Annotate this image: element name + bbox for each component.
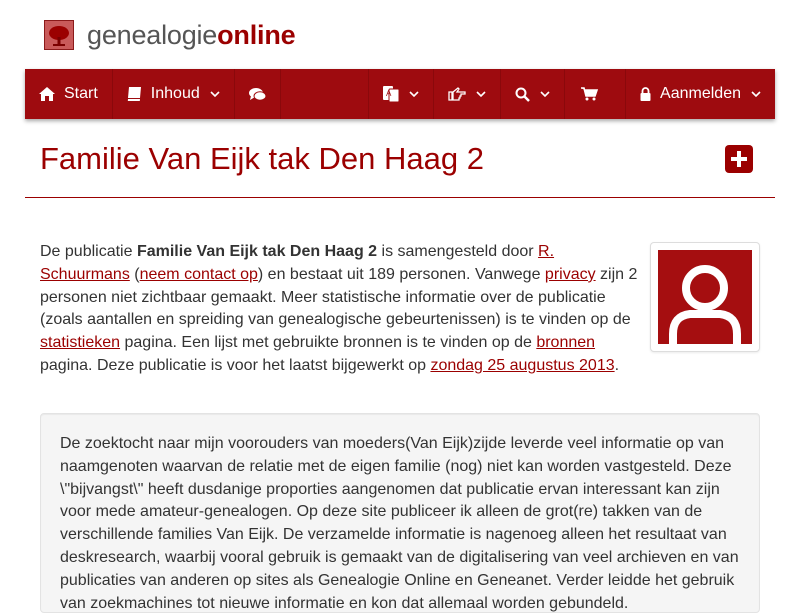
user-avatar-icon bbox=[658, 250, 752, 344]
translate-icon bbox=[383, 86, 399, 102]
brand-name bbox=[87, 20, 295, 51]
lock-icon bbox=[640, 87, 651, 101]
nav-search[interactable] bbox=[501, 69, 565, 119]
chevron-down-icon bbox=[540, 91, 550, 98]
plus-square-icon bbox=[730, 150, 748, 168]
nav-forum[interactable] bbox=[235, 69, 281, 119]
intro-text: ) en bestaat uit 189 personen. Vanwege bbox=[257, 265, 545, 283]
search-icon bbox=[515, 87, 530, 102]
nav-login[interactable] bbox=[626, 69, 775, 119]
brand-name-bold: online bbox=[217, 19, 296, 50]
chevron-down-icon bbox=[409, 91, 419, 98]
nav-start[interactable] bbox=[25, 69, 113, 119]
intro-text: . bbox=[614, 356, 620, 374]
title-row bbox=[25, 140, 775, 198]
author-avatar[interactable] bbox=[650, 242, 760, 352]
main-navbar bbox=[25, 69, 775, 119]
publication-intro bbox=[40, 241, 640, 378]
page-title: Familie Van Eijk tak Den Haag 2 bbox=[40, 141, 484, 176]
tree-logo-icon bbox=[44, 20, 74, 50]
svg-text:A: A bbox=[386, 89, 392, 98]
chevron-down-icon bbox=[476, 91, 486, 98]
publication-name: Familie Van Eijk tak Den Haag 2 bbox=[136, 243, 378, 260]
nav-spacer bbox=[281, 69, 369, 119]
last-updated-link[interactable]: zondag 25 augustus 2013 bbox=[430, 356, 615, 374]
nav-inhoud-label: Inhoud bbox=[150, 85, 200, 102]
nav-start-label: Start bbox=[64, 85, 98, 102]
brand-logo[interactable] bbox=[44, 18, 295, 52]
intro-text: pagina. Een lijst met gebruikte bronnen is te vinden op de bbox=[120, 334, 537, 352]
intro-text: pagina. Deze publicatie is voor het laatst bijgewerkt op bbox=[40, 356, 431, 374]
sources-link[interactable]: bronnen bbox=[536, 334, 596, 352]
nav-login-label: Aanmelden bbox=[660, 85, 741, 102]
hand-point-icon bbox=[448, 87, 466, 101]
book-icon bbox=[127, 87, 142, 101]
description-text: De zoektocht naar mijn voorouders van moeders(Van Eijk)zijde leverde veel informatie op van naamgenoten waarvan de relatie met de eigen familie (nog) niet kan worden vastgesteld. Deze \"bijvangst\" heeft dusdanige proporties aangenomen dat publicatie ervan interessant kan zijn voor mede amateur-genealogen. Op deze site publiceer ik alleen de grot(re) takken van de verschillende families Van Eijk. De verzamelde informatie is nagenoeg alleen het resultaat van deskresearch, waarbij vooral gebruik is gemaakt van de digitalisering van veel archieven en van publicaties van anderen op sites als Genealogie Online en Geneanet. Verder leidde het gebruik van zoekmachines tot nieuwe informatie en kon dat allemaal worden gebundeld. bbox=[60, 435, 739, 612]
nav-cart[interactable] bbox=[565, 69, 626, 119]
intro-text: De publicatie bbox=[40, 243, 137, 260]
home-icon bbox=[39, 87, 55, 101]
intro-text: ( bbox=[129, 265, 140, 283]
chat-icon bbox=[249, 88, 266, 101]
chevron-down-icon bbox=[751, 91, 761, 98]
publication-description bbox=[40, 413, 760, 613]
add-button[interactable] bbox=[725, 145, 753, 173]
statistics-link[interactable]: statistieken bbox=[40, 334, 121, 352]
nav-inhoud[interactable] bbox=[113, 69, 235, 119]
cart-icon bbox=[581, 87, 597, 101]
brand-name-light: genealogie bbox=[87, 19, 218, 50]
intro-text: zijn 2 personen niet zichtbaar gemaakt. Meer statistische informatie over de publicatie (zoals aantallen en spreiding van genealogische gebeurtenissen) is te vinden op de bbox=[40, 265, 638, 329]
author-link[interactable]: R. Schuurmans bbox=[40, 243, 555, 283]
nav-contribute[interactable] bbox=[434, 69, 501, 119]
nav-language[interactable] bbox=[369, 69, 434, 119]
privacy-link[interactable]: privacy bbox=[544, 265, 596, 283]
intro-text: is samengesteld door bbox=[377, 243, 539, 260]
contact-link[interactable]: neem contact op bbox=[139, 265, 258, 283]
chevron-down-icon bbox=[210, 91, 220, 98]
